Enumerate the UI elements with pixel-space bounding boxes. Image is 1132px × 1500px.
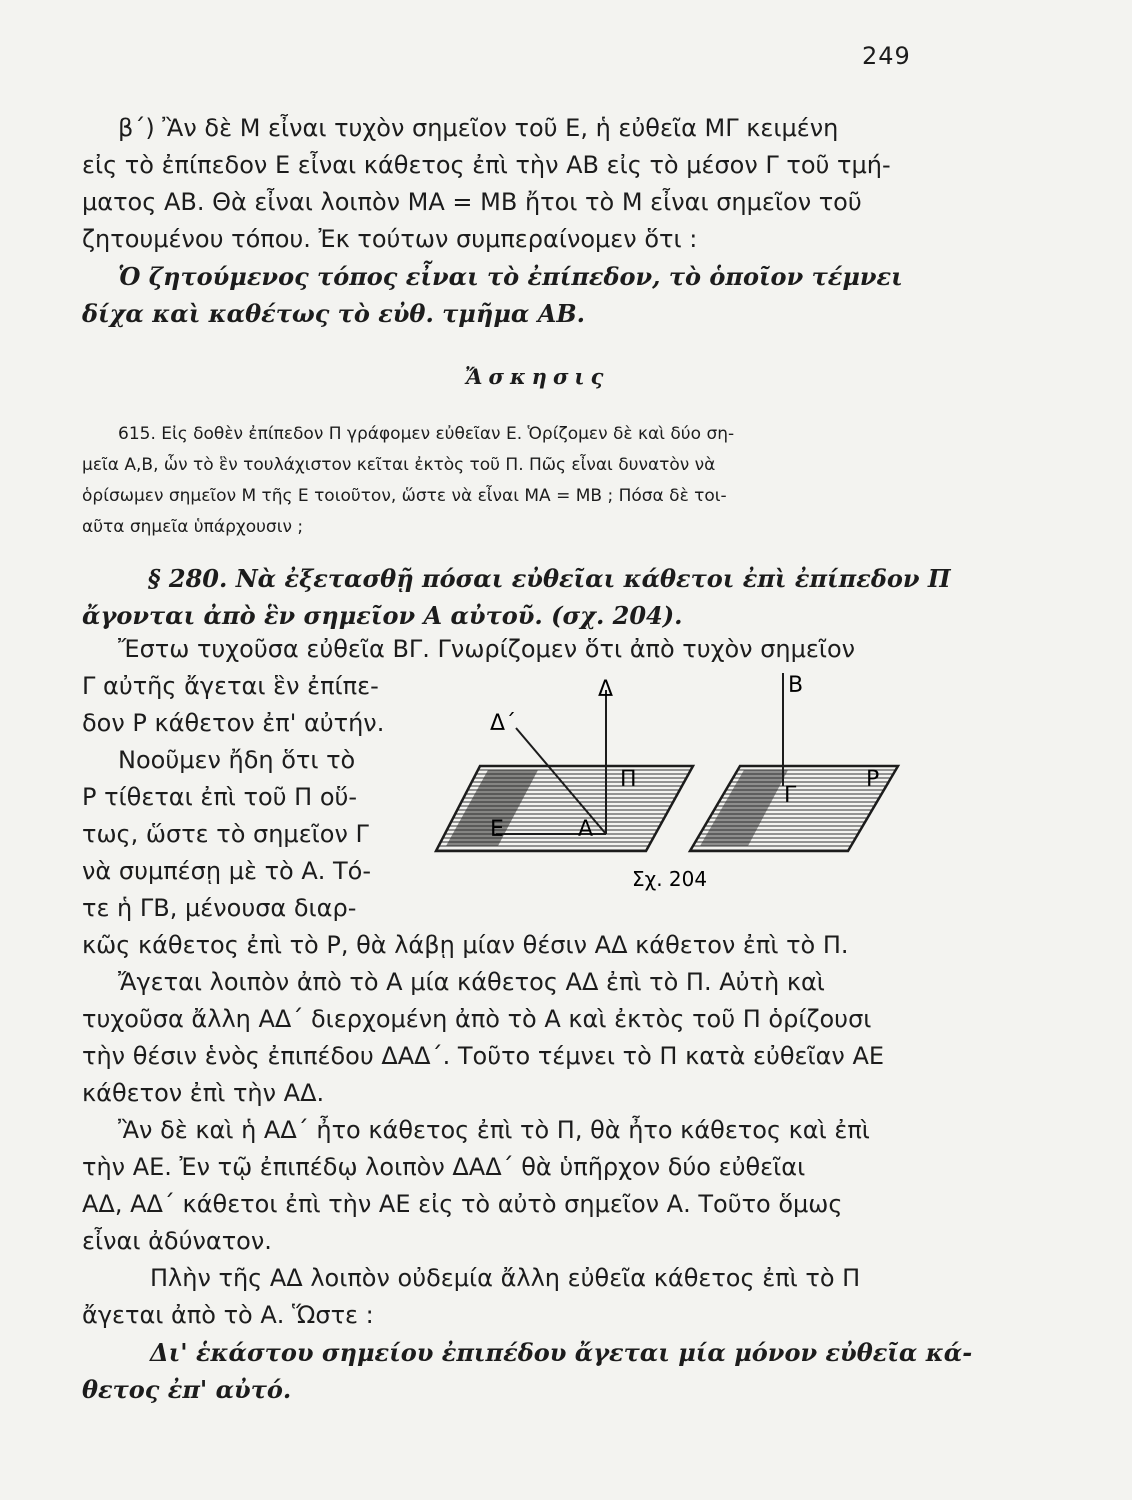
paragraph-1-line-11: τυχοῦσα ἄλλη ΑΔ΄ διερχομένη ἀπὸ τὸ Α καὶ ἐκτὸς τοῦ Π ὁρίζουσι — [82, 1005, 872, 1033]
part-b-line-1: β΄) Ἂν δὲ Μ εἶναι τυχὸν σημεῖον τοῦ Ε, ἡ εὐθεῖα ΜΓ κειμένη — [118, 114, 839, 142]
paragraph-1-line-4: Νοοῦμεν ἤδη ὅτι τὸ — [118, 746, 356, 774]
part-b-line-4: ζητουμένου τόπου. Ἐκ τούτων συμπεραίνομεν ὅτι : — [82, 225, 698, 253]
section-280-line-2: ἄγονται ἀπὸ ἓν σημεῖον Α αὐτοῦ. (σχ. 204). — [82, 601, 683, 630]
paragraph-1-line-9: κῶς κάθετος ἐπὶ τὸ Ρ, θὰ λάβῃ μίαν θέσιν ΑΔ κάθετον ἐπὶ τὸ Π. — [82, 931, 849, 959]
paragraph-1-line-3: δον Ρ κάθετον ἐπ' αὐτήν. — [82, 709, 385, 737]
paragraph-3-line-1: Πλὴν τῆς ΑΔ λοιπὸν οὐδεμία ἄλλη εὐθεῖα κάθετος ἐπὶ τὸ Π — [150, 1264, 861, 1292]
conclusion-1-line-2: δίχα καὶ καθέτως τὸ εὐθ. τμῆμα ΑΒ. — [82, 299, 585, 328]
paragraph-2-line-4: εἶναι ἀδύνατον. — [82, 1227, 272, 1255]
label-epsilon: Ε — [490, 817, 504, 842]
paragraph-1-line-1: Ἔστω τυχοῦσα εὐθεῖα ΒΓ. Γνωρίζομεν ὅτι ἀπὸ τυχὸν σημεῖον — [118, 635, 856, 663]
exercise-line-2: μεῖα Α,Β, ὧν τὸ ἓν τουλάχιστον κεῖται ἐκτὸς τοῦ Π. Πῶς εἶναι δυνατὸν νὰ — [82, 455, 716, 475]
paragraph-2-line-2: τὴν ΑΕ. Ἐν τῷ ἐπιπέδῳ λοιπὸν ΔΑΔ΄ θὰ ὑπῆρχον δύο εὐθεῖαι — [82, 1153, 806, 1181]
label-rho: Ρ — [866, 767, 880, 792]
figure-204 — [428, 668, 938, 893]
part-b-line-3: ματος ΑΒ. Θὰ εἶναι λοιπὸν ΜΑ = ΜΒ ἤτοι τὸ Μ εἶναι σημεῖον τοῦ — [82, 188, 862, 216]
paragraph-1-line-2: Γ αὐτῆς ἄγεται ἓν ἐπίπε- — [82, 672, 379, 700]
paragraph-1-line-13: κάθετον ἐπὶ τὴν ΑΔ. — [82, 1079, 325, 1107]
paragraph-1-line-10: Ἄγεται λοιπὸν ἀπὸ τὸ Α μία κάθετος ΑΔ ἐπὶ τὸ Π. Αὐτὴ καὶ — [118, 968, 825, 996]
paragraph-1-line-7: νὰ συμπέσῃ μὲ τὸ Α. Τό- — [82, 857, 372, 885]
paragraph-1-line-12: τὴν θέσιν ἑνὸς ἐπιπέδου ΔΑΔ΄. Τοῦτο τέμνει τὸ Π κατὰ εὐθεῖαν ΑΕ — [82, 1042, 885, 1070]
page-number: 249 — [862, 42, 911, 70]
paragraph-2-line-1: Ἂν δὲ καὶ ἡ ΑΔ΄ ἦτο κάθετος ἐπὶ τὸ Π, θὰ ἦτο κάθετος καὶ ἐπὶ — [118, 1116, 870, 1144]
exercise-line-4: αῦτα σημεῖα ὑπάρχουσιν ; — [82, 517, 304, 537]
conclusion-1-line-1: Ὁ ζητούμενος τόπος εἶναι τὸ ἐπίπεδον, τὸ ὁποῖον τέμνει — [118, 262, 903, 291]
left-plane-diagram — [436, 677, 693, 851]
label-gamma: Γ — [784, 783, 797, 808]
exercise-title: Ἄσκησις — [465, 364, 610, 389]
conclusion-2-line-2: θετος ἐπ' αὐτό. — [82, 1375, 292, 1404]
paragraph-1-line-8: τε ἡ ΓΒ, μένουσα διαρ- — [82, 894, 357, 922]
label-alpha: Α — [578, 817, 594, 842]
paragraph-1-line-6: τως, ὥστε τὸ σημεῖον Γ — [82, 820, 369, 848]
label-pi: Π — [620, 767, 637, 792]
exercise-line-1: 615. Εἰς δοθὲν ἐπίπεδον Π γράφομεν εὐθεῖαν Ε. Ὁρίζομεν δὲ καὶ δύο ση- — [118, 424, 735, 444]
section-280-line-1: § 280. Νὰ ἐξετασθῇ πόσαι εὐθεῖαι κάθετοι ἐπὶ ἐπίπεδον Π — [148, 564, 951, 593]
label-delta: Δ — [598, 677, 614, 702]
exercise-line-3: ὁρίσωμεν σημεῖον Μ τῆς Ε τοιοῦτον, ὥστε νὰ εἶναι ΜΑ = ΜΒ ; Πόσα δὲ τοι- — [82, 486, 727, 506]
paragraph-1-line-5: Ρ τίθεται ἐπὶ τοῦ Π οὕ- — [82, 783, 358, 811]
paragraph-2-line-3: ΑΔ, ΑΔ΄ κάθετοι ἐπὶ τὴν ΑΕ εἰς τὸ αὐτὸ σημεῖον Α. Τοῦτο ὅμως — [82, 1190, 843, 1218]
right-plane-diagram — [690, 673, 898, 851]
part-b-line-2: εἰς τὸ ἐπίπεδον Ε εἶναι κάθετος ἐπὶ τὴν ΑΒ εἰς τὸ μέσον Γ τοῦ τμή- — [82, 151, 891, 179]
conclusion-2-line-1: Δι' ἑκάστου σημείου ἐπιπέδου ἄγεται μία μόνον εὐθεῖα κά- — [150, 1338, 973, 1367]
figure-caption: Σχ. 204 — [632, 867, 708, 891]
label-delta-prime: Δ΄ — [490, 711, 517, 736]
paragraph-3-line-2: ἄγεται ἀπὸ τὸ Α. Ὥστε : — [82, 1301, 374, 1329]
label-beta: Β — [788, 673, 804, 698]
